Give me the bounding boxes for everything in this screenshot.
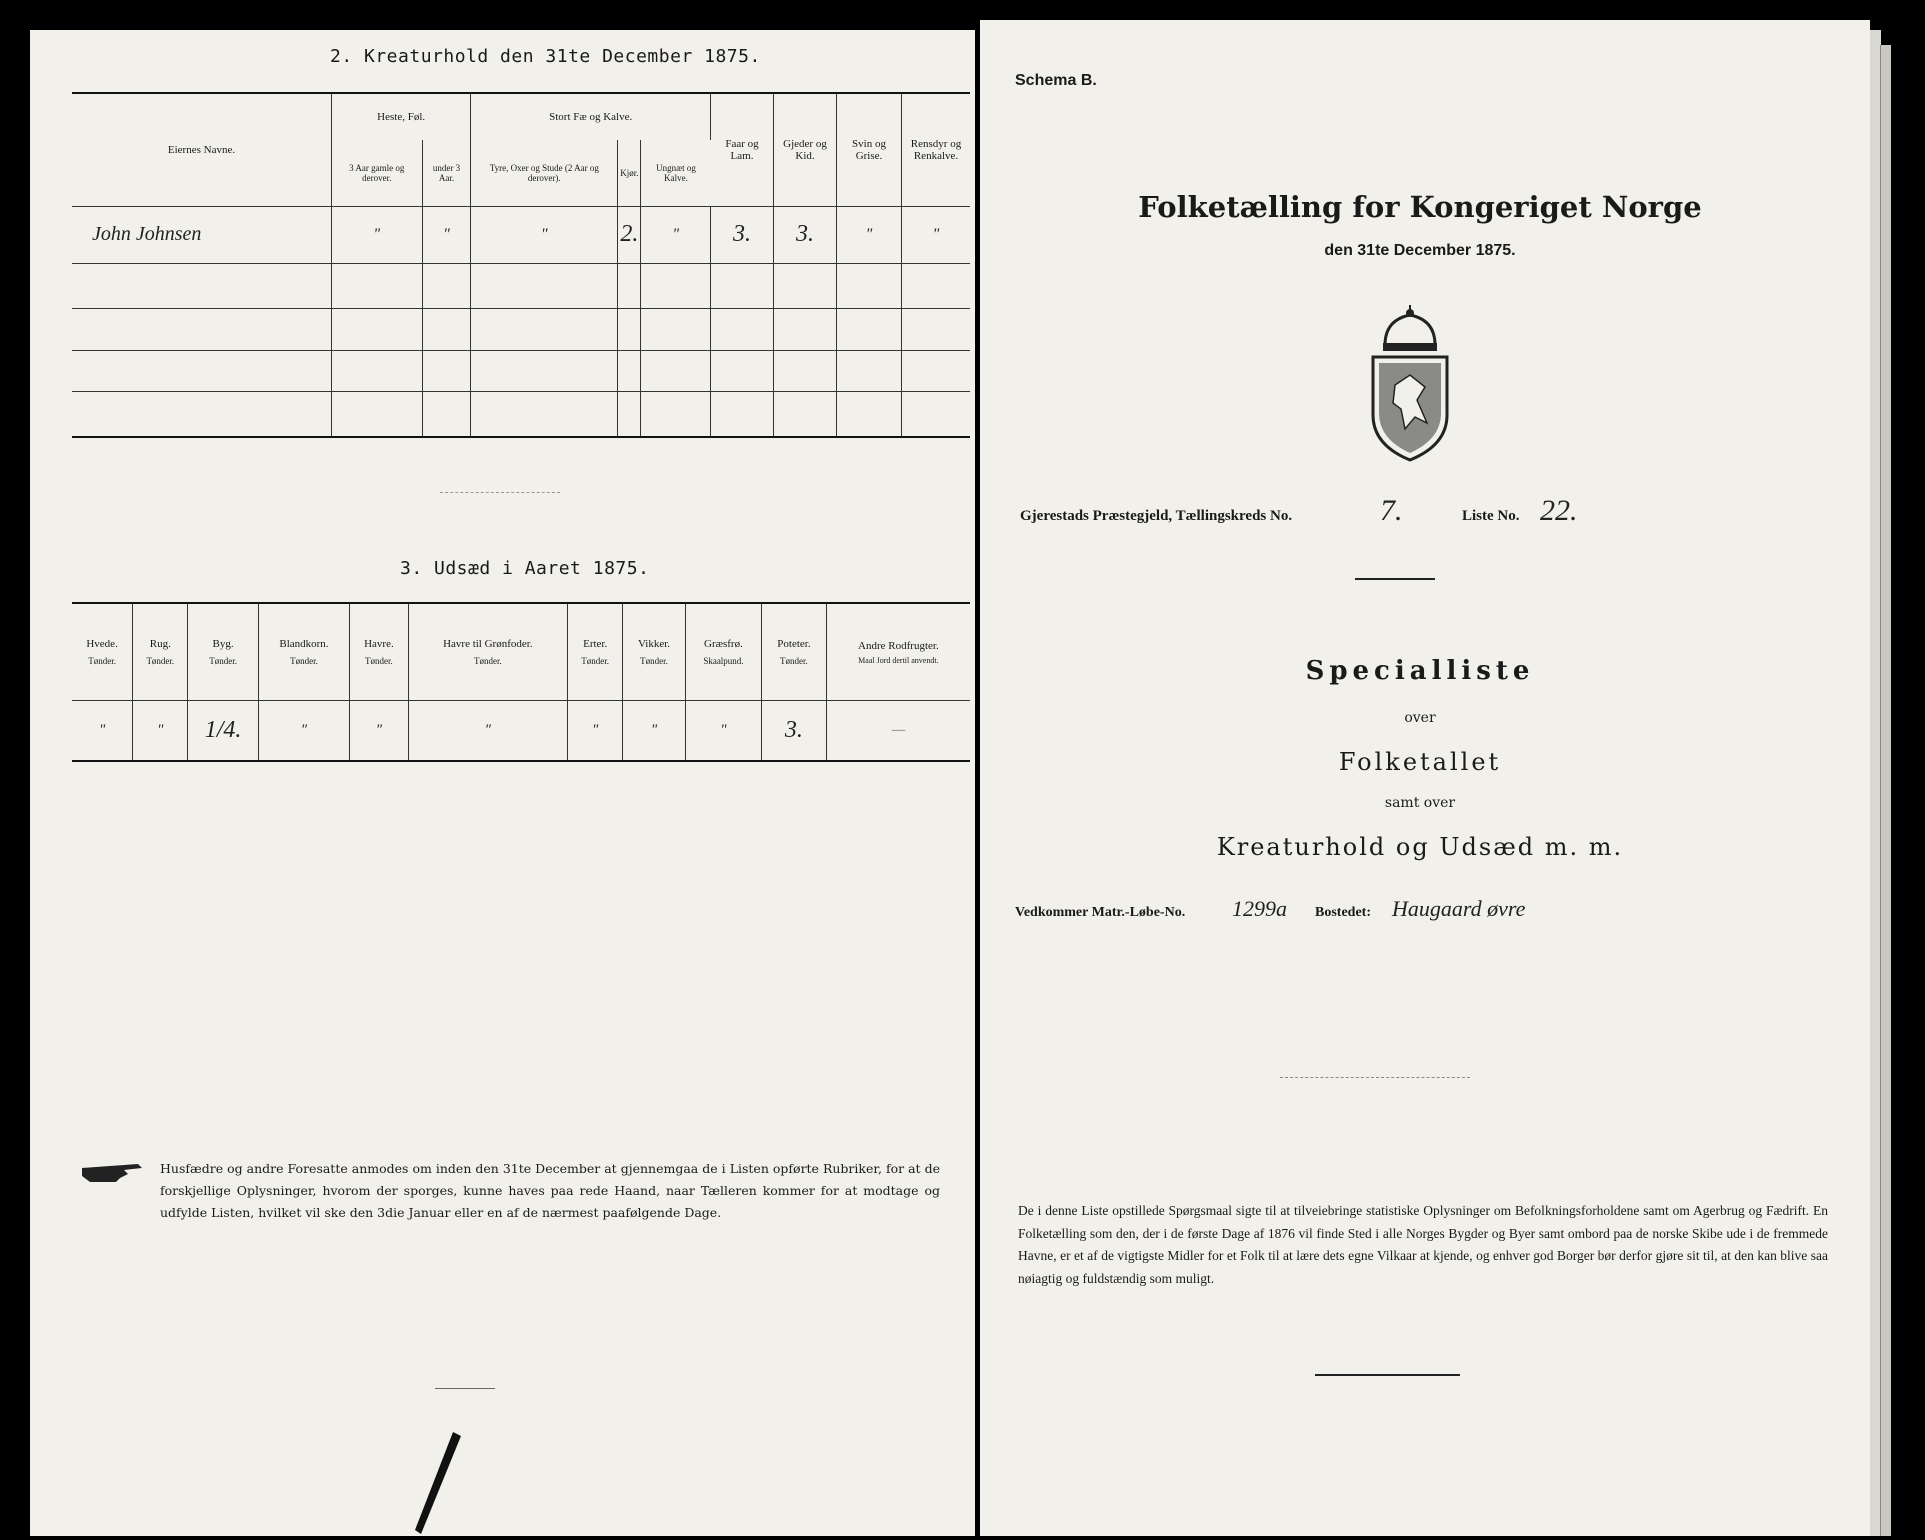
seed-col-name: Græsfrø. bbox=[704, 638, 743, 651]
seed-col-name: Vikker. bbox=[638, 638, 671, 651]
col-owner: Eiernes Navne. bbox=[72, 94, 332, 206]
col-tyre: Tyre, Oxer og Stude (2 Aar og derover). bbox=[471, 140, 618, 206]
left-page bbox=[30, 30, 975, 1536]
owner-name: John Johnsen bbox=[72, 206, 332, 263]
col-heste: Heste, Føl. bbox=[332, 94, 471, 140]
right-page: Schema B. Folketælling for Kongeriget Norge den 31te December 1875. Gjerestads Præstegjeld, Tællingskreds No. 7. Liste No. 22. Specialliste over Folketallet samt over Kreaturhold og Udsæd m. m. Vedkommer Matr.-Løbe-No. 1299a Bostedet: Haugaard øvre De i denne Liste opstillede Spørgsmaal sigte til at tilveiebringe statistiske Oplysninger om Befolkningsforholdene samt om Agerbrug og Fædrift. En Folketælling som den, der i de første Dage af 1876 vil finde Sted i alle Norges Bygder og Byer samt ombord paa de norske Skibe ude i de fremmede Havne, er et af de vigtigste Midler for et Folk til at lære dets egne Vilkaar at kjende, og enhver god Borger bør derfor gjøre sit til, at den kan blive saa nøiagtig og fuldstændig som muligt. bbox=[980, 20, 1870, 1536]
district-label: Gjerestads Præstegjeld, Tællingskreds No. bbox=[1020, 508, 1293, 524]
bosted-label: Bostedet: bbox=[1315, 905, 1371, 920]
col-svin: Svin og Grise. bbox=[837, 94, 902, 206]
col-gjeder: Gjeder og Kid. bbox=[774, 94, 837, 206]
seed-col-name: Andre Rodfrugter. bbox=[858, 639, 939, 652]
table-row: " " 1/4. " " " " " " 3. — bbox=[72, 701, 970, 761]
matr-label: Vedkommer Matr.-Løbe-No. bbox=[1015, 905, 1186, 920]
pen-icon bbox=[405, 1430, 465, 1540]
seed-col-name: Hvede. bbox=[86, 638, 118, 651]
bosted-value: Haugaard øvre bbox=[1392, 896, 1526, 921]
col-ungnaet: Ungnæt og Kalve. bbox=[656, 162, 696, 183]
seed-col-name: Byg. bbox=[212, 638, 234, 651]
col-faar: Faar og Lam. bbox=[711, 94, 774, 206]
specialliste-title: Specialliste bbox=[1305, 656, 1535, 686]
matr-no: 1299a bbox=[1232, 896, 1287, 921]
seed-table: Hvede. Tønder. Rug. Tønder. Byg. Tønder. Blandkorn. Tønder. Havre. Tønder. Havre til Grønfoder. Tønder. Erter. Tønder. Vikker. Tønder. Græsfrø. Skaalpund. Poteter. Tønder. Andre Rodfrugter. Maal Jord dertil anvendt. " " 1/4. " " " " " " 3. — bbox=[72, 604, 970, 762]
liste-no: 22. bbox=[1540, 494, 1578, 527]
folketallet-title: Folketallet bbox=[1338, 748, 1502, 776]
kreaturhold-title: Kreaturhold og Udsæd m. m. bbox=[1216, 833, 1624, 861]
document-date: den 31te December 1875. bbox=[1324, 242, 1516, 259]
liste-label: Liste No. bbox=[1462, 508, 1520, 524]
coat-of-arms-icon bbox=[1355, 305, 1465, 465]
col-storfe: Stort Fæ og Kalve. bbox=[471, 94, 711, 140]
seed-col-name: Havre. bbox=[364, 638, 394, 651]
district-no: 7. bbox=[1380, 494, 1403, 527]
seed-col-name: Rug. bbox=[149, 638, 171, 651]
livestock-table bbox=[72, 94, 970, 438]
col-rensdyr: Rensdyr og Renkalve. bbox=[910, 137, 962, 162]
seed-col-name: Erter. bbox=[583, 638, 608, 651]
seed-col-name: Blandkorn. bbox=[279, 638, 329, 651]
section2-heading: 2. Kreaturhold den 31te December 1875. bbox=[330, 46, 761, 67]
col-kjor: Kjør. bbox=[618, 140, 641, 206]
instruction-note: Husfædre og andre Foresatte anmodes om inden den 31te December at gjennemgaa de i Listen opførte Rubriker, for at de forskjellige Oplysninger, hvorom der sporges, kunne haves paa rede Haand, naar Tælleren kommer for at modtage og udfylde Listen, hvilket vil ske den 3die Januar eller en af de nærmest paafølgende Dage. bbox=[160, 1161, 940, 1220]
document-title: Folketælling for Kongeriget Norge bbox=[1138, 190, 1702, 224]
seed-col-name: Poteter. bbox=[777, 638, 811, 651]
pointing-hand-icon bbox=[80, 1158, 160, 1188]
footer-text: De i denne Liste opstillede Spørgsmaal sigte til at tilveiebringe statistiske Oplysninger om Befolkningsforholdene samt om Agerbrug og Fædrift. En Folketælling som den, der i de første Dage af 1876 vil finde Sted i alle Norges Bygder og Byer samt ombord paa de norske Skibe ude i de fremmede Havne, er et af de vigtigste Midler for et Folk til at lære dets egne Vilkaar at kjende, og enhver god Borger bør derfor gjøre sit til, at den kan blive saa nøiagtig og fuldstændig som muligt. bbox=[1018, 1203, 1828, 1286]
seed-col-name: Havre til Grønfoder. bbox=[443, 638, 533, 651]
schema-label: Schema B. bbox=[1015, 72, 1097, 89]
col-heste-old: 3 Aar gamle og derover. bbox=[332, 140, 423, 206]
section3-heading: 3. Udsæd i Aaret 1875. bbox=[400, 558, 650, 579]
table-row: John Johnsen " " " 2. " 3. 3. " " bbox=[72, 206, 970, 263]
col-heste-young: under 3 Aar. bbox=[422, 140, 471, 206]
